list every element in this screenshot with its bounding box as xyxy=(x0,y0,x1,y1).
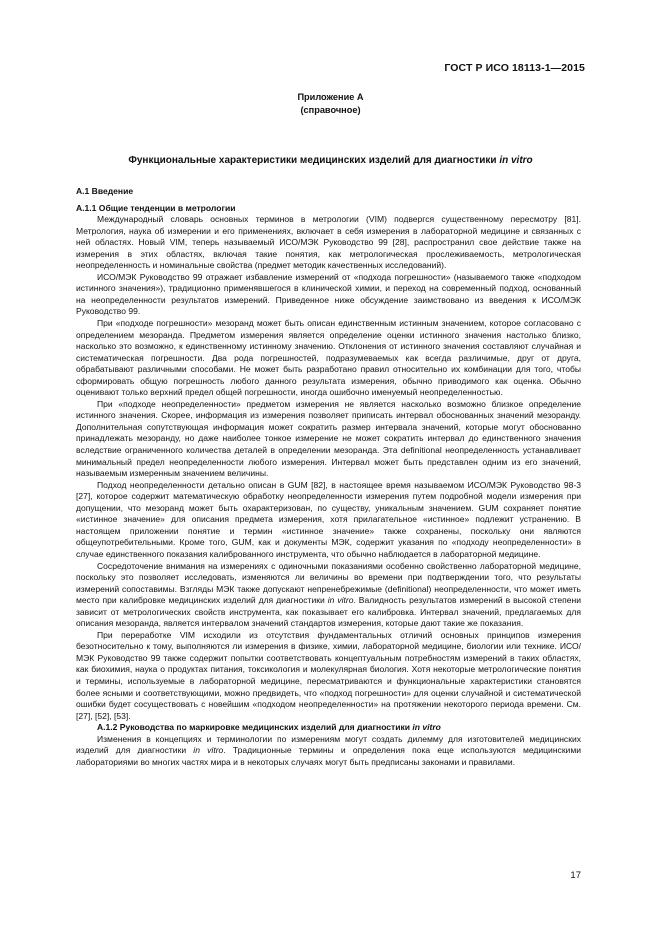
subsection-heading-a11: А.1.1 Общие тенденции в метрологии xyxy=(76,202,236,213)
document-body xyxy=(76,186,581,768)
paragraph: Международный словарь основных терминов в метрологии (VIM) подвергся существенному пересмотру [81]. Метрология, наука об измерении и его применениях, включает в себя измерения в лабораторной медицине и связанных с ней областях. Новый VIM, теперь называемый ИСО/МЭК Руководство 99 [28], распространил свое действие также на измерения в этих областях, включая такие понятия, как метрологическая прослеживаемость, метрологическая неопределенность и номинальные свойства (предмет методик качественных исследований). xyxy=(76,214,581,271)
subsection-heading-a12 xyxy=(76,722,581,734)
paragraph-text: Изменения в концепциях и терминологии по измерениям могут создать дилемму для изготовителей медицинских изделий для диагностики xyxy=(76,733,581,756)
title-italic: in vitro xyxy=(499,155,533,166)
paragraph: При «подходе погрешности» мезоранд может быть описан единственным истинным значением, которое согласовано с определением мезоранда. Предметом измерения является определение оценки истинного значения настолько близко, насколько это возможно, к единственному истинному значению. Отклонения от истинного значения составляют случайная и систематическая погрешности. Два рода погрешностей, подразумеваемых как всегда различимые, друг от друга, обрабатывают различными способами. Не может быть разработано правил относительно их комбинации для того, чтобы сформировать общую погрешность любого данного результата измерения, обычно приводимого как оценка. Обычно оценивают только верхний предел общей погрешности, иногда ошибочно именуемый неопределенностью. xyxy=(76,318,581,398)
paragraph xyxy=(76,734,581,769)
appendix-main-title xyxy=(0,155,661,166)
paragraph-italic: in vitro xyxy=(193,745,224,756)
heading-italic: in vitro xyxy=(412,722,441,733)
heading-text: А.1.2 Руководства по маркировке медицинских изделий для диагностики xyxy=(97,722,413,733)
paragraph-italic: in vitro xyxy=(327,595,354,606)
paragraph-text: Сосредоточение внимания на измерениях с одиночными показаниями особенно свойственно лабораторной медицине, поскольку это позволяет исследовать, изменяются ли величины во времени при подтверждении того, что результаты измерений сопоставимы. Взгляды МЭК также допускают непренебрежимые (definitional) неопределенности, что может иметь место при калибровке медицинских изделий для диагностики xyxy=(76,560,581,606)
paragraph: При переработке VIM исходили из отсутствия фундаментальных отличий основных принципов измерения безотносительно к тому, выполняются ли измерения в физике, химии, лабораторной медицине, биологии или технике. ИСО/МЭК Руководство 99 также содержит попытки соответствовать концептуальным потребностям измерений в таких областях, как биохимия, наука о продуктах питания, токсикология и молекулярная биология. Хотя некоторые метрологические понятия и термины, используемые в лабораторной медицине, пересматриваются и функциональные характеристики становятся более ясными и соответствующими, можно предвидеть, что «подход погрешности» для оценки случайной и систематической ошибки будет сосуществовать с новейшим «подходом неопределенности» на протяжении некоторого периода времени. См. [27], [52], [53]. xyxy=(76,629,581,721)
paragraph: При «подходе неопределенности» предметом измерения не является насколько возможно близкое определение истинного значения. Скорее, информация из измерения позволяет приписать интервал обоснованных значений мезоранду. Дополнительная сопутствующая информация может сократить размер интервала значений, которые могут обоснованно принадлежать мезоранду, но даже наиболее тонкое измерение не может сократить интервал до единственного значения вследствие ограниченного количества деталей в определении мезоранда. Эта definitional неопределенность устанавливает минимальный предел неопределенности любого измерения. Интервал может быть представлен одним из его значений, называемым измеренным значением величины. xyxy=(76,398,581,479)
paragraph xyxy=(76,561,581,630)
paragraph-text: . Валидность результатов измерений в высокой степени зависит от метрологических свойств инструмента, как показывает его калибровка. Интервал значений, предлагаемых для описания мезоранда, является интервалом значений стандартов измерения, которые дают такие же показания. xyxy=(76,595,581,629)
appendix-subtitle: (справочное) xyxy=(300,104,361,115)
title-text: Функциональные характеристики медицинских изделий для диагностики xyxy=(128,155,500,166)
appendix-title: Приложение А xyxy=(297,92,364,102)
appendix-heading xyxy=(0,91,661,116)
paragraph-text: . Традиционные термины и определения пока еще используются медицинскими лабораториями во многих частях мира и в некоторых случаях могут быть предписаны законами и правилами. xyxy=(76,745,581,767)
paragraph: ИСО/МЭК Руководство 99 отражает избавление измерений от «подхода погрешности» (называемого также «подходом истинного значения»), традиционно применявшегося в клинической химии, и переход на современный подход, основанный на неопределенности результатов измерений. Приведенное ниже обсуждение заимствовано из введения к ИСО/МЭК Руководство 99. xyxy=(76,271,581,317)
document-code: ГОСТ Р ИСО 18113-1—2015 xyxy=(444,62,585,74)
section-heading-a1: А.1 Введение xyxy=(76,186,134,196)
paragraph: Подход неопределенности детально описан в GUM [82], в настоящее время называемом ИСО/МЭК Руководство 98-3 [27], которое содержит математическую обработку неопределенности измерения путем подробной модели измерения при допущении, что мезоранд может быть охарактеризован, по существу, уникальным значением. GUM сохраняет понятие «истинное значение» для описания предмета измерения, хотя прилагательное «истинное» подлежит устранению. В настоящем приложении понятие и термин «истинное значение» также сохранены, поскольку они являются общеупотребительными. Кроме того, GUM, как и документы МЭК, содержит указания по «подходу неопределенности» в случае единственного показания калиброванного инструмента, что обычно наблюдается в лабораторной медицине. xyxy=(76,479,581,559)
page-number: 17 xyxy=(570,870,581,881)
